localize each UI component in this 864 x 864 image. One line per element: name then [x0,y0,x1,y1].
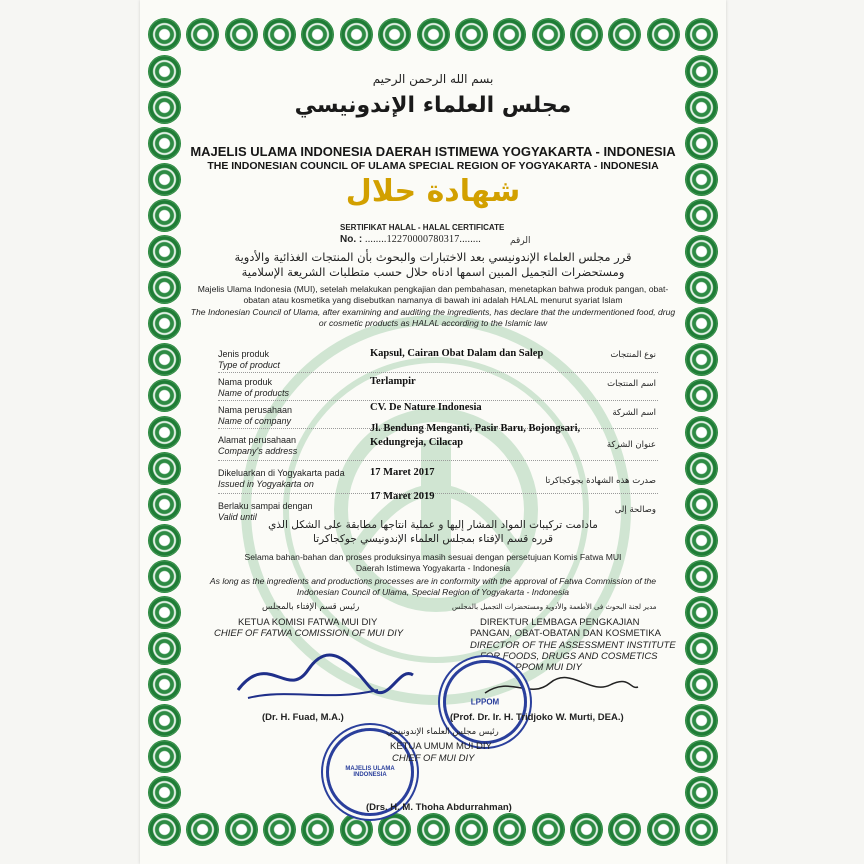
border-medallion-icon [378,813,411,846]
right-signatory-title-en-3: LPPOM MUI DIY [510,662,582,673]
halal-certificate-document [140,0,726,864]
border-medallion-icon [685,596,718,629]
row-valid-label-id: Berlaku sampai dengan [218,501,313,511]
border-medallion-icon [148,271,181,304]
center-signatory-name: (Drs. H. M. Thoha Abdurrahman) [366,802,512,813]
border-medallion-icon [608,813,641,846]
border-medallion-icon [685,740,718,773]
row-type-label-id: Jenis produk [218,349,270,359]
certificate-number-value: ........12270000780317........ [365,234,481,245]
border-medallion-icon [685,668,718,701]
left-signature [228,640,418,710]
basmala: بسم الله الرحمن الرحيم [372,72,494,86]
border-medallion-icon [148,668,181,701]
border-medallion-icon [148,235,181,268]
border-medallion-icon [148,379,181,412]
border-medallion-icon [340,18,373,51]
row-type-value: Kapsul, Cairan Obat Dalam dan Salep [370,348,544,359]
border-medallion-icon [263,18,296,51]
right-signatory-title-en-2: FOR FOODS, DRUGS AND COSMETICS [480,651,658,662]
row-address-label-id: Alamat perusahaan [218,435,297,445]
intro-english: The Indonesian Council of Ulama, after examining and auditing the ingredients, has declare that the undermentioned food, drug or cosmetic products as HALAL according to the Islamic law [190,307,676,328]
row-address-label-en: Company's address [218,445,298,456]
border-medallion-icon [148,343,181,376]
left-signatory-title-id: KETUA KOMISI FATWA MUI DIY [238,617,378,628]
border-medallion-icon [148,596,181,629]
border-medallion-icon [148,452,181,485]
border-medallion-icon [417,18,450,51]
border-medallion-icon [148,632,181,665]
intro-indonesian: Majelis Ulama Indonesia (MUI), setelah melakukan pengkajian dan pembahasan, menetapkan bahwa produk pangan, obat-obatan atau kosmetika yang disebutkan namanya di bawah ini adalah HALAL menurut syariat Islam [197,284,669,305]
intro-arabic-line-2: ومستحضرات التجميل المبين اسمها ادناه حلال حسب متطلبات الشريعة الإسلامية [241,265,625,279]
center-signatory-arabic: رئيس مجلس العلماء الإندونيسي [386,727,499,737]
row-product-label [218,377,289,398]
border-medallion-icon [148,307,181,340]
validity-indonesian-line-1: Selama bahan-bahan dan proses produksinya masih sesuai dengan persetujuan Komis Fatwa MUI [244,552,622,562]
intro-arabic-line-1: قرر مجلس العلماء الإندونيسي بعد الاختبارات والبحوث بأن المنتجات الغذائية والأدوية [234,250,632,264]
left-signatory-title-en: CHIEF OF FATWA COMISSION OF MUI DIY [214,628,404,639]
border-medallion-icon [148,18,181,51]
row-divider [218,372,658,373]
border-medallion-icon [148,813,181,846]
border-medallion-icon [685,488,718,521]
row-company-value: CV. De Nature Indonesia [370,402,482,413]
border-medallion-icon [225,18,258,51]
border-medallion-icon [225,813,258,846]
row-issued-value: 17 Maret 2017 [370,467,435,478]
border-medallion-icon [608,18,641,51]
certificate-number-label: No. : [340,234,363,245]
right-signatory-title-en-1: DIRECTOR OF THE ASSESSMENT INSTITUTE [470,640,676,651]
border-medallion-icon [378,18,411,51]
row-product-arabic: اسم المنتجات [607,379,656,389]
border-medallion-icon [685,524,718,557]
border-medallion-icon [685,452,718,485]
validity-arabic-line-2: قرره قسم الإفتاء بمجلس العلماء الإندونيسي جوكجاكرتا [313,533,553,545]
border-medallion-icon [570,18,603,51]
right-signatory-name: (Prof. Dr. Ir. H. Tridjoko W. Murti, DEA.) [450,712,624,723]
row-company-label-en: Name of company [218,415,292,426]
left-signatory-arabic: رئيس قسم الإفتاء بالمجلس [262,602,360,612]
border-medallion-icon [148,488,181,521]
border-medallion-icon [340,813,373,846]
row-type-arabic: نوع المنتجات [610,350,656,360]
border-medallion-icon [148,560,181,593]
row-type-label [218,349,280,370]
border-medallion-icon [685,560,718,593]
mui-stamp-text: MAJELIS ULAMA INDONESIA [345,766,395,778]
border-medallion-icon [685,416,718,449]
border-medallion-icon [148,524,181,557]
right-signatory-title-id-2: PANGAN, OBAT-OBATAN DAN KOSMETIKA [470,628,661,639]
row-issued-label [218,468,345,489]
certificate-number-arabic: الرقم [510,236,531,246]
border-medallion-icon [685,235,718,268]
center-signatory-title-id: KETUA UMUM MUI DIY [390,741,492,752]
border-medallion-icon [685,632,718,665]
border-medallion-icon [301,813,334,846]
border-medallion-icon [148,704,181,737]
border-medallion-icon [685,18,718,51]
border-medallion-icon [685,379,718,412]
border-medallion-icon [685,704,718,737]
row-valid-arabic: وصالحة إلى [614,505,656,515]
row-product-label-en: Name of products [218,387,290,398]
row-address-arabic: عنوان الشركة [606,440,656,450]
border-medallion-icon [685,271,718,304]
row-valid-label-en: Valid until [218,511,257,522]
border-medallion-icon [301,18,334,51]
right-signatory-arabic: مدير لجنة البحوث فى الأطعمة والأدوية ومستحضرات التجميل بالمجلس [452,603,657,611]
border-medallion-icon [455,18,488,51]
border-medallion-icon [570,813,603,846]
validity-english-line-2: Indonesian Council of Ulama, Special Region of Yogyakarta - Indonesia [296,587,570,597]
row-company-label [218,405,292,426]
row-divider [218,493,658,494]
border-medallion-icon [148,416,181,449]
center-signatory-title-en: CHIEF OF MUI DIY [392,753,475,764]
border-medallion-icon [186,18,219,51]
border-medallion-icon [417,813,450,846]
row-type-label-en: Type of product [218,359,280,370]
border-medallion-icon [493,813,526,846]
row-issued-arabic: صدرت هذه الشهادة بجوكجاكرتا [545,476,656,486]
border-medallion-icon [647,813,680,846]
council-arabic-logotype: مجلس العلماء الإندونيسي [294,93,572,118]
left-signatory-name: (Dr. H. Fuad, M.A.) [262,712,344,723]
border-medallion-icon [186,813,219,846]
validity-arabic-line-1: مادامت تركيبات المواد المشار إليها و عملية انتاجها مطابقة على الشكل الذي [268,519,598,531]
border-medallion-icon [455,813,488,846]
row-address-value: Jl. Bendung Menganti, Pasir Baru, Bojongsari, [370,423,581,434]
right-signatory-title-id-1: DIREKTUR LEMBAGA PENGKAJIAN [480,617,640,628]
council-title-english: THE INDONESIAN COUNCIL OF ULAMA SPECIAL REGION OF YOGYAKARTA - INDONESIA [207,160,659,172]
border-medallion-icon [532,18,565,51]
lppom-stamp-text: LPPOM [470,697,500,707]
border-medallion-icon [148,776,181,809]
row-valid-value: 17 Maret 2019 [370,491,435,502]
row-issued-label-en: Issued in Yogyakarta on [218,478,314,489]
border-medallion-icon [685,307,718,340]
row-company-label-id: Nama perusahaan [218,405,293,415]
certificate-label: SERTIFIKAT HALAL - HALAL CERTIFICATE [340,223,505,232]
council-title-indonesian: MAJELIS ULAMA INDONESIA DAERAH ISTIMEWA YOGYAKARTA - INDONESIA [190,144,676,159]
border-medallion-icon [685,813,718,846]
row-product-value: Terlampir [370,376,416,387]
border-medallion-icon [493,18,526,51]
border-medallion-icon [685,343,718,376]
validity-indonesian-line-2: Daerah Istimewa Yogyakarta - Indonesia [355,563,511,573]
border-medallion-icon [532,813,565,846]
certificate-number [340,234,481,245]
row-divider [218,460,658,461]
border-medallion-icon [685,776,718,809]
border-medallion-icon [263,813,296,846]
border-medallion-icon [148,740,181,773]
row-address-label [218,435,297,456]
row-product-label-id: Nama produk [218,377,273,387]
row-company-arabic: اسم الشركة [612,408,656,418]
border-medallion-icon [647,18,680,51]
row-issued-label-id: Dikeluarkan di Yogyakarta pada [218,468,345,478]
halal-certificate-arabic-title: شهادة حلال [345,174,521,209]
validity-english-line-1: As long as the ingredients and productions processes are in conformity with the approval of Fatwa Commission of the [209,576,657,586]
row-address-value-line2: Kedungreja, Cilacap [370,437,464,448]
